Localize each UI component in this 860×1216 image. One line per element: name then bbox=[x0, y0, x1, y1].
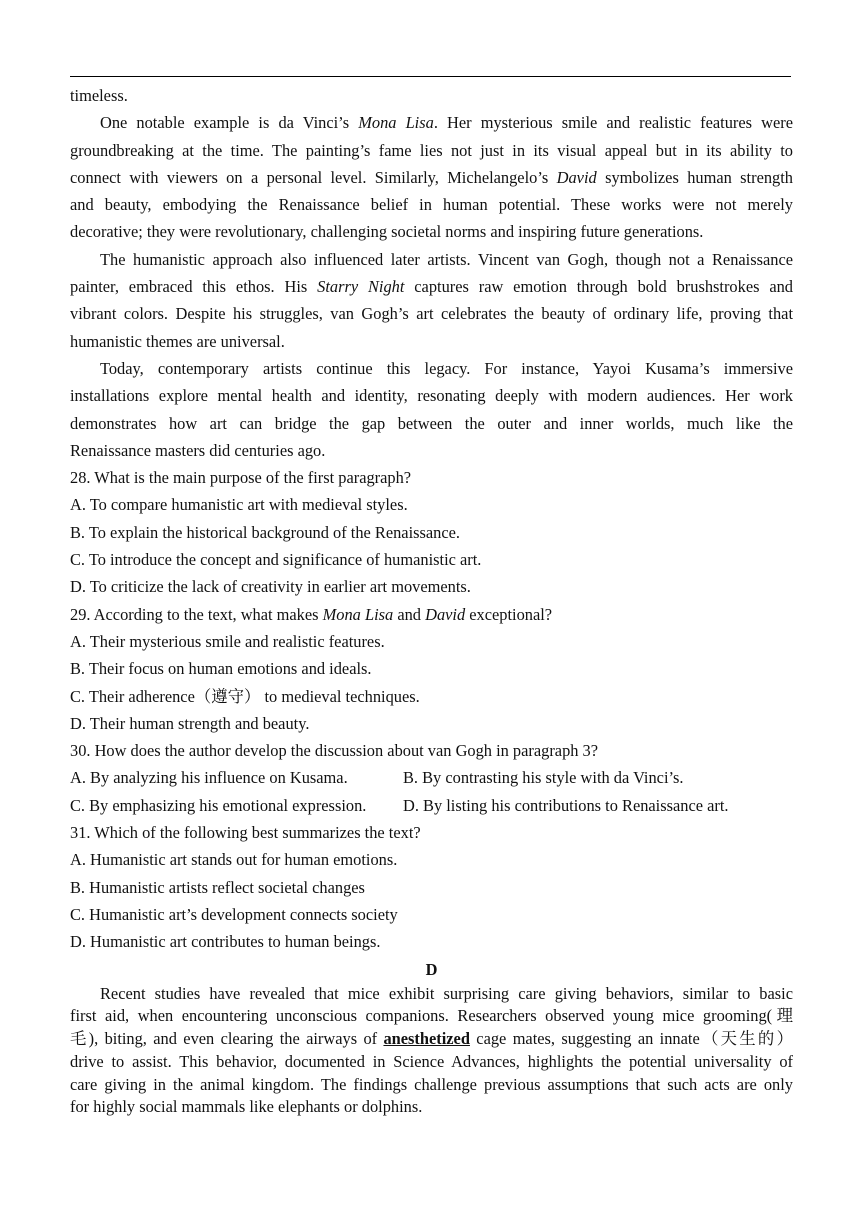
question-stem: 31. Which of the following best summarizes the text? bbox=[70, 823, 421, 843]
text-line: The humanistic approach also influenced later artists. Vincent van Gogh, though not a Renaissance bbox=[100, 249, 793, 269]
header-rule bbox=[70, 76, 791, 77]
text-fragment: symbolizes human strength bbox=[596, 167, 793, 187]
text-line: decorative; they were revolutionary, challenging societal norms and inspiring future generations. bbox=[70, 222, 704, 242]
artwork-title: David bbox=[425, 604, 466, 624]
option-d: D. To criticize the lack of creativity in earlier art movements. bbox=[70, 577, 471, 597]
text-line: drive to assist. This behavior, documented in Science Advances, highlights the potential universality of bbox=[70, 1051, 793, 1071]
text-line: Recent studies have revealed that mice exhibit surprising care giving behaviors, similar to basic bbox=[100, 983, 793, 1003]
question-stem: 28. What is the main purpose of the first paragraph? bbox=[70, 468, 412, 488]
text-line: demonstrates how art can bridge the gap between the outer and inner worlds, much like the bbox=[70, 413, 793, 433]
text-line: Today, contemporary artists continue this legacy. For instance, Yayoi Kusama’s immersive bbox=[100, 358, 793, 378]
text-line bbox=[70, 1028, 793, 1051]
artwork-title: Starry Night bbox=[317, 277, 405, 297]
text-line: care giving in the animal kingdom. The findings challenge previous assumptions that such acts are only bbox=[70, 1074, 793, 1094]
option-row bbox=[70, 792, 793, 819]
text-line: groundbreaking at the time. The painting’s fame lies not just in its visual appeal but in its ability to bbox=[70, 140, 793, 160]
text-fragment: 毛), biting, and even clearing the airways of bbox=[70, 1029, 384, 1049]
paragraph-van-gogh bbox=[70, 246, 793, 355]
option-c: C. To introduce the concept and significance of humanistic art. bbox=[70, 550, 482, 570]
option-b: B. Their focus on human emotions and ideals. bbox=[70, 659, 372, 679]
artwork-title: David bbox=[556, 167, 597, 187]
artwork-title: Mona Lisa bbox=[322, 604, 394, 624]
question-31 bbox=[70, 819, 793, 955]
text-fragment: 29. According to the text, what makes bbox=[70, 604, 323, 624]
question-stem bbox=[70, 601, 793, 628]
text-fragment: One notable example is da Vinci’s bbox=[100, 113, 359, 133]
option-b: B. By contrasting his style with da Vinci’s. bbox=[403, 768, 684, 788]
text-fragment: exceptional? bbox=[465, 604, 553, 624]
option-a: A. By analyzing his influence on Kusama. bbox=[70, 768, 348, 788]
option-d: D. Their human strength and beauty. bbox=[70, 713, 310, 733]
option-a: A. Their mysterious smile and realistic features. bbox=[70, 631, 385, 651]
text-fragment: captures raw emotion through bold brushstrokes and bbox=[404, 277, 794, 297]
option-c: C. Their adherence（遵守） to medieval techniques. bbox=[70, 686, 420, 706]
text-line: first aid, when encountering unconscious companions. Researchers observed young mice grooming(理 bbox=[70, 1006, 793, 1026]
option-d: D. By listing his contributions to Renaissance art. bbox=[403, 795, 729, 815]
question-30 bbox=[70, 737, 793, 819]
text-fragment: connect with viewers on a personal level. Similarly, Michelangelo’s bbox=[70, 167, 557, 187]
option-b: B. Humanistic artists reflect societal changes bbox=[70, 877, 365, 897]
passage-d-heading: D bbox=[425, 959, 438, 979]
option-a: A. Humanistic art stands out for human emotions. bbox=[70, 850, 398, 870]
passage-c bbox=[70, 82, 793, 464]
text-fragment: and bbox=[393, 604, 426, 624]
question-29 bbox=[70, 601, 793, 737]
text-line: and beauty, embodying the Renaissance belief in human potential. These works were not merely bbox=[70, 195, 793, 215]
vocabulary-word: anesthetized bbox=[383, 1029, 470, 1049]
text-line bbox=[70, 164, 793, 191]
paragraph-end-line: timeless. bbox=[70, 86, 128, 105]
passage-d-paragraph bbox=[70, 983, 793, 1120]
option-d: D. Humanistic art contributes to human beings. bbox=[70, 932, 381, 952]
text-line: for highly social mammals like elephants or dolphins. bbox=[70, 1097, 423, 1117]
text-line bbox=[70, 273, 793, 300]
option-c: C. Humanistic art’s development connects society bbox=[70, 904, 398, 924]
question-stem: 30. How does the author develop the discussion about van Gogh in paragraph 3? bbox=[70, 741, 599, 761]
text-line: Renaissance masters did centuries ago. bbox=[70, 440, 326, 460]
option-c: C. By emphasizing his emotional expression. bbox=[70, 795, 367, 815]
text-fragment: painter, embraced this ethos. His bbox=[70, 277, 318, 297]
question-28 bbox=[70, 464, 793, 600]
exam-page bbox=[70, 82, 793, 1119]
text-line bbox=[70, 109, 793, 136]
text-fragment: . Her mysterious smile and realistic features were bbox=[433, 113, 793, 133]
text-fragment: cage mates, suggesting an innate（天生的） bbox=[469, 1029, 793, 1049]
text-line: vibrant colors. Despite his struggles, van Gogh’s art celebrates the beauty of ordinary life, proving that bbox=[70, 304, 793, 324]
option-row bbox=[70, 764, 793, 791]
option-a: A. To compare humanistic art with medieval styles. bbox=[70, 495, 408, 515]
text-line: installations explore mental health and identity, resonating deeply with modern audiences. Her work bbox=[70, 386, 793, 406]
paragraph-kusama bbox=[70, 355, 793, 464]
option-b: B. To explain the historical background of the Renaissance. bbox=[70, 522, 460, 542]
artwork-title: Mona Lisa bbox=[358, 113, 434, 133]
paragraph-mona-lisa bbox=[70, 109, 793, 245]
text-line: humanistic themes are universal. bbox=[70, 331, 285, 351]
